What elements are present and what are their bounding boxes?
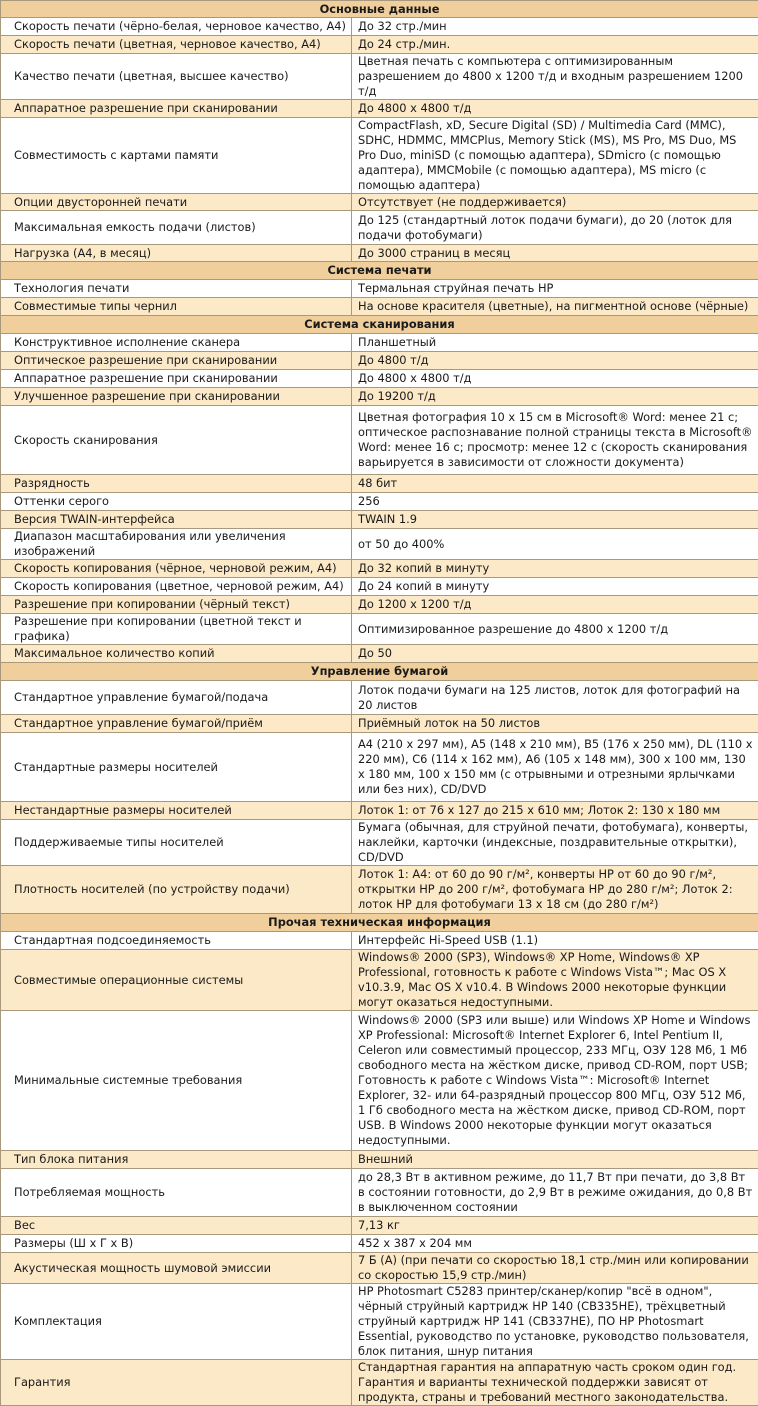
spec-row bbox=[1, 211, 758, 245]
spec-value: До 1200 х 1200 т/д bbox=[352, 596, 758, 614]
spec-label: Скорость сканирования bbox=[1, 406, 352, 475]
spec-row bbox=[1, 1253, 758, 1284]
spec-label: Аппаратное разрешение при сканировании bbox=[1, 370, 352, 388]
spec-label: Минимальные системные требования bbox=[1, 1011, 352, 1151]
section-header bbox=[1, 914, 758, 932]
spec-row bbox=[1, 1011, 758, 1151]
spec-value: На основе красителя (цветные), на пигментной основе (чёрные) bbox=[352, 298, 758, 316]
spec-value: До 50 bbox=[352, 645, 758, 663]
spec-row bbox=[1, 280, 758, 298]
spec-row bbox=[1, 715, 758, 733]
spec-row bbox=[1, 54, 758, 100]
spec-label: Разрядность bbox=[1, 475, 352, 493]
spec-row bbox=[1, 36, 758, 54]
spec-label: Диапазон масштабирования или увеличения изображений bbox=[1, 529, 352, 560]
spec-value: Планшетный bbox=[352, 334, 758, 352]
spec-label: Вес bbox=[1, 1217, 352, 1235]
spec-row bbox=[1, 578, 758, 596]
spec-value: Лоток 1: A4: от 60 до 90 г/м², конверты HP от 60 до 90 г/м², открытки HP до 200 г/м², фотобумага HP до 280 г/м²; Лоток 2: лоток HP для фотобумаги 13 х 18 см (до 280 г/м²) bbox=[352, 866, 758, 914]
spec-row bbox=[1, 932, 758, 950]
spec-row bbox=[1, 733, 758, 802]
spec-label: Опции двусторонней печати bbox=[1, 194, 352, 211]
spec-value: Цветная фотография 10 х 15 см в Microsoft® Word: менее 21 с; оптическое распознавание полной страницы текста в Microsoft® Word: менее 16 с; просмотр: менее 12 с (скорость сканирования варьируется в зависимости от сложности документа) bbox=[352, 406, 758, 475]
section-title: Система печати bbox=[1, 262, 758, 280]
spec-row bbox=[1, 681, 758, 715]
spec-label: Версия TWAIN-интерфейса bbox=[1, 511, 352, 529]
spec-label: Гарантия bbox=[1, 1360, 352, 1406]
spec-value: Бумага (обычная, для струйной печати, фотобумага), конверты, наклейки, карточки (индексные, поздравительные открытки), CD/DVD bbox=[352, 820, 758, 866]
spec-value: До 4800 х 4800 т/д bbox=[352, 370, 758, 388]
spec-value: Отсутствует (не поддерживается) bbox=[352, 194, 758, 211]
spec-row bbox=[1, 298, 758, 316]
spec-label: Скорость печати (цветная, черновое качество, A4) bbox=[1, 36, 352, 54]
spec-value: TWAIN 1.9 bbox=[352, 511, 758, 529]
spec-row bbox=[1, 1235, 758, 1253]
spec-value: До 4800 т/д bbox=[352, 352, 758, 370]
spec-label: Поддерживаемые типы носителей bbox=[1, 820, 352, 866]
spec-value: Windows® 2000 (SP3), Windows® XP Home, Windows® XP Professional, готовность к работе с Windows Vista™; Mac OS X v10.3.9, Mac OS X v10.4. В Windows 2000 некоторые функции могут оказаться недоступными. bbox=[352, 950, 758, 1011]
spec-value: Оптимизированное разрешение до 4800 х 1200 т/д bbox=[352, 614, 758, 645]
spec-row bbox=[1, 1284, 758, 1360]
spec-value: 7,13 кг bbox=[352, 1217, 758, 1235]
spec-label: Совместимые типы чернил bbox=[1, 298, 352, 316]
spec-value: от 50 до 400% bbox=[352, 529, 758, 560]
spec-value: До 3000 страниц в месяц bbox=[352, 245, 758, 262]
spec-label: Тип блока питания bbox=[1, 1151, 352, 1169]
spec-label: Качество печати (цветная, высшее качество) bbox=[1, 54, 352, 100]
section-title: Прочая техническая информация bbox=[1, 914, 758, 932]
spec-label: Стандартное управление бумагой/приём bbox=[1, 715, 352, 733]
section-header bbox=[1, 262, 758, 280]
spec-value: 48 бит bbox=[352, 475, 758, 493]
spec-row bbox=[1, 352, 758, 370]
section-title: Управление бумагой bbox=[1, 663, 758, 681]
spec-row bbox=[1, 334, 758, 352]
section-header bbox=[1, 1, 758, 18]
spec-value: Windows® 2000 (SP3 или выше) или Windows XP Home и Windows XP Professional: Microsoft® Internet Explorer 6, Intel Pentium II, Celeron или совместимый процессор, 233 МГц, ОЗУ 128 Мб, 1 Мб свободного места на жёстком диске, привод CD-ROM, порт USB; Готовность к работе с Windows Vista™: Microsoft® Internet Explorer, 32- или 64-разрядный процессор 800 МГц, ОЗУ 512 Мб, 1 Гб свободного места на жёстком диске, привод CD-ROM, порт USB. В Windows 2000 некоторые функции могут оказаться недоступными. bbox=[352, 1011, 758, 1151]
spec-value: 452 х 387 х 204 мм bbox=[352, 1235, 758, 1253]
spec-value: CompactFlash, xD, Secure Digital (SD) / Multimedia Card (MMC), SDHC, HDMMC, MMCPlus, Memory Stick (MS), MS Pro, MS Duo, MS Pro Duo, miniSD (с помощью адаптера), SDmicro (с помощью адаптера), MMCMobile (с помощью адаптера), MS micro (с помощью адаптера) bbox=[352, 118, 758, 194]
spec-label: Скорость печати (чёрно-белая, черновое качество, A4) bbox=[1, 18, 352, 36]
spec-value: 256 bbox=[352, 493, 758, 511]
spec-value: До 24 стр./мин. bbox=[352, 36, 758, 54]
spec-value: Интерфейс Hi-Speed USB (1.1) bbox=[352, 932, 758, 950]
spec-label: Размеры (Ш х Г х В) bbox=[1, 1235, 352, 1253]
spec-row bbox=[1, 645, 758, 663]
spec-value: Лоток подачи бумаги на 125 листов, лоток для фотографий на 20 листов bbox=[352, 681, 758, 715]
section-title: Основные данные bbox=[1, 1, 758, 18]
spec-label: Стандартные размеры носителей bbox=[1, 733, 352, 802]
spec-label: Максимальное количество копий bbox=[1, 645, 352, 663]
spec-value: До 32 стр./мин bbox=[352, 18, 758, 36]
spec-value: Внешний bbox=[352, 1151, 758, 1169]
spec-label: Нагрузка (A4, в месяц) bbox=[1, 245, 352, 262]
spec-label: Разрешение при копировании (чёрный текст) bbox=[1, 596, 352, 614]
spec-label: Улучшенное разрешение при сканировании bbox=[1, 388, 352, 406]
spec-label: Акустическая мощность шумовой эмиссии bbox=[1, 1253, 352, 1284]
spec-value: Лоток 1: от 76 х 127 до 215 х 610 мм; Лоток 2: 130 х 180 мм bbox=[352, 802, 758, 820]
section-header bbox=[1, 316, 758, 334]
spec-label: Разрешение при копировании (цветной текст и графика) bbox=[1, 614, 352, 645]
spec-value: Стандартная гарантия на аппаратную часть сроком один год. Гарантия и варианты технической поддержки зависят от продукта, страны и требований местного законодательства. bbox=[352, 1360, 758, 1406]
spec-value: Цветная печать с компьютера с оптимизированным разрешением до 4800 х 1200 т/д и входным разрешением 1200 т/д bbox=[352, 54, 758, 100]
spec-label: Потребляемая мощность bbox=[1, 1169, 352, 1217]
spec-row bbox=[1, 493, 758, 511]
spec-value: HP Photosmart C5283 принтер/сканер/копир "всё в одном", чёрный струйный картридж HP 140 (CB335HE), трёхцветный струйный картридж HP 141 (CB337HE), ПО HP Photosmart Essential, руководство по установке, руководство пользователя, блок питания, шнур питания bbox=[352, 1284, 758, 1360]
spec-row bbox=[1, 1151, 758, 1169]
spec-label: Оттенки серого bbox=[1, 493, 352, 511]
spec-label: Технология печати bbox=[1, 280, 352, 298]
spec-row bbox=[1, 18, 758, 36]
spec-row bbox=[1, 1360, 758, 1406]
spec-row bbox=[1, 511, 758, 529]
spec-label: Скорость копирования (цветное, черновой режим, А4) bbox=[1, 578, 352, 596]
spec-value: 7 Б (А) (при печати со скоростью 18,1 стр./мин или копировании со скоростью 15,9 стр./мин) bbox=[352, 1253, 758, 1284]
spec-row bbox=[1, 866, 758, 914]
spec-label: Совместимые операционные системы bbox=[1, 950, 352, 1011]
spec-value: До 4800 х 4800 т/д bbox=[352, 100, 758, 118]
spec-value: До 19200 т/д bbox=[352, 388, 758, 406]
spec-row bbox=[1, 560, 758, 578]
spec-value: до 28,3 Вт в активном режиме, до 11,7 Вт при печати, до 3,8 Вт в состоянии готовности, до 2,9 Вт в режиме ожидания, до 0,8 Вт в выключенном состоянии bbox=[352, 1169, 758, 1217]
spec-value: До 32 копий в минуту bbox=[352, 560, 758, 578]
spec-value: A4 (210 x 297 мм), A5 (148 x 210 мм), B5 (176 x 250 мм), DL (110 x 220 мм), C6 (114 x 162 мм), A6 (105 x 148 мм), 300 х 100 мм, 130 х 180 мм, 100 х 150 мм (с отрывными и отрезными ярлычками или без них), CD/DVD bbox=[352, 733, 758, 802]
spec-label: Комплектация bbox=[1, 1284, 352, 1360]
spec-row bbox=[1, 100, 758, 118]
section-title: Система сканирования bbox=[1, 316, 758, 334]
spec-row bbox=[1, 596, 758, 614]
specs-body bbox=[1, 1, 758, 1406]
spec-label: Стандартная подсоединяемость bbox=[1, 932, 352, 950]
spec-label: Максимальная емкость подачи (листов) bbox=[1, 211, 352, 245]
spec-row bbox=[1, 529, 758, 560]
spec-label: Конструктивное исполнение сканера bbox=[1, 334, 352, 352]
spec-row bbox=[1, 802, 758, 820]
spec-label: Плотность носителей (по устройству подачи) bbox=[1, 866, 352, 914]
spec-value: До 125 (стандартный лоток подачи бумаги), до 20 (лоток для подачи фотобумаги) bbox=[352, 211, 758, 245]
spec-row bbox=[1, 370, 758, 388]
spec-row bbox=[1, 194, 758, 211]
spec-row bbox=[1, 406, 758, 475]
spec-row bbox=[1, 614, 758, 645]
spec-label: Оптическое разрешение при сканировании bbox=[1, 352, 352, 370]
spec-row bbox=[1, 388, 758, 406]
spec-row bbox=[1, 245, 758, 262]
spec-label: Нестандартные размеры носителей bbox=[1, 802, 352, 820]
spec-row bbox=[1, 1169, 758, 1217]
spec-label: Аппаратное разрешение при сканировании bbox=[1, 100, 352, 118]
section-header bbox=[1, 663, 758, 681]
spec-row bbox=[1, 475, 758, 493]
spec-label: Совместимость с картами памяти bbox=[1, 118, 352, 194]
spec-value: Приёмный лоток на 50 листов bbox=[352, 715, 758, 733]
spec-label: Стандартное управление бумагой/подача bbox=[1, 681, 352, 715]
spec-row bbox=[1, 1217, 758, 1235]
spec-value: До 24 копий в минуту bbox=[352, 578, 758, 596]
spec-label: Скорость копирования (чёрное, черновой режим, А4) bbox=[1, 560, 352, 578]
spec-row bbox=[1, 950, 758, 1011]
spec-row bbox=[1, 118, 758, 194]
spec-row bbox=[1, 820, 758, 866]
spec-value: Термальная струйная печать HP bbox=[352, 280, 758, 298]
